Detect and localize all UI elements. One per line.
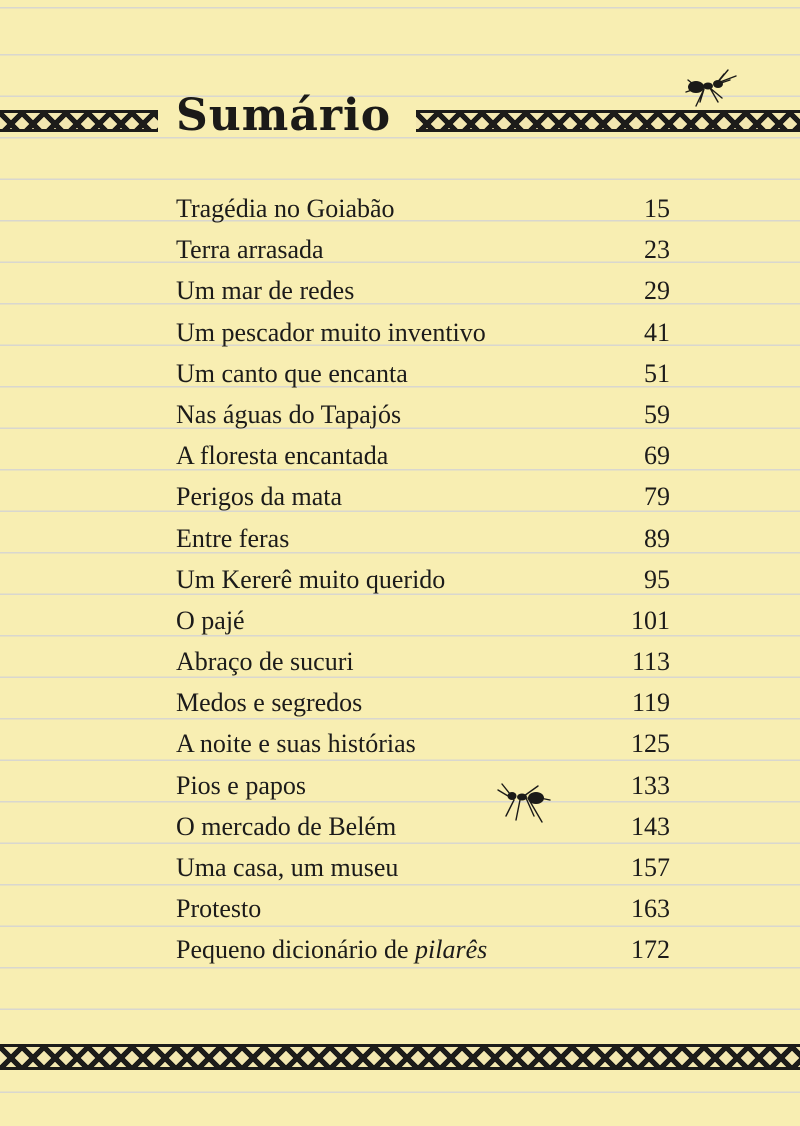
toc-entry-page: 89 [644, 523, 670, 553]
toc-entry[interactable] [176, 353, 670, 394]
toc-entry-title: Entre feras [176, 523, 290, 553]
toc-entry-title: Pios e papos [176, 770, 306, 800]
toc-entry[interactable] [176, 476, 670, 517]
toc-entry-page: 41 [644, 317, 670, 347]
table-of-contents [176, 188, 670, 971]
decorative-border-right [416, 110, 800, 132]
toc-entry-page: 157 [631, 853, 670, 882]
toc-entry-page: 163 [631, 894, 670, 924]
decorative-border-left [0, 110, 158, 132]
toc-entry-title-italic: pilarês [415, 935, 488, 965]
toc-entry-title: Um pescador muito inventivo [176, 317, 486, 347]
toc-entry-page: 113 [631, 647, 670, 677]
toc-entry-title: Um Kererê muito querido [176, 564, 446, 594]
toc-entry[interactable] [176, 312, 670, 353]
toc-entry-title: A floresta encantada [176, 441, 389, 471]
toc-entry[interactable] [176, 723, 670, 764]
toc-entry-page: 29 [644, 276, 670, 306]
toc-entry-page: 133 [631, 770, 670, 800]
toc-entry-page: 15 [644, 194, 670, 223]
toc-entry-page: 125 [631, 729, 670, 759]
toc-entry-page: 95 [644, 564, 670, 594]
toc-entry[interactable] [176, 394, 670, 435]
toc-entry-page: 59 [644, 399, 670, 429]
toc-entry[interactable] [176, 518, 670, 559]
toc-entry-title: Perigos da mata [176, 482, 343, 512]
toc-entry[interactable] [176, 929, 670, 970]
toc-entry-title: Medos e segredos [176, 688, 363, 718]
toc-entry[interactable] [176, 847, 670, 888]
toc-entry[interactable] [176, 806, 670, 847]
toc-entry-page: 23 [644, 235, 670, 265]
page-title: Sumário [176, 90, 392, 141]
toc-entry-page: 69 [644, 441, 670, 471]
toc-entry-title: Terra arrasada [176, 235, 324, 265]
ant-icon [678, 62, 740, 110]
toc-entry[interactable] [176, 188, 670, 229]
toc-entry[interactable] [176, 559, 670, 600]
toc-entry[interactable] [176, 600, 670, 641]
toc-entry-title [176, 929, 487, 970]
toc-entry-title: Um mar de redes [176, 276, 355, 306]
toc-entry-title: A noite e suas histórias [176, 729, 416, 759]
toc-entry-title: O pajé [176, 605, 245, 635]
toc-entry[interactable] [176, 270, 670, 311]
toc-entry[interactable] [176, 682, 670, 723]
toc-entry-page: 101 [631, 605, 670, 635]
toc-entry-title: Protesto [176, 894, 262, 924]
toc-entry[interactable] [176, 641, 670, 682]
toc-entry[interactable] [176, 765, 670, 806]
toc-entry-page: 51 [644, 358, 670, 388]
toc-entry-page: 172 [631, 935, 670, 965]
ant-icon [494, 776, 554, 826]
toc-entry-title-roman: Pequeno dicionário de [176, 935, 415, 965]
toc-entry-page: 119 [631, 688, 670, 718]
toc-entry-title: Uma casa, um museu [176, 853, 399, 882]
toc-entry[interactable] [176, 435, 670, 476]
toc-entry[interactable] [176, 888, 670, 929]
toc-entry-title: Um canto que encanta [176, 358, 408, 388]
toc-entry-title: Abraço de sucuri [176, 647, 354, 677]
toc-entry-title: Tragédia no Goiabão [176, 194, 395, 223]
toc-entry-title: Nas águas do Tapajós [176, 399, 402, 429]
toc-entry-title: O mercado de Belém [176, 811, 397, 841]
decorative-border-bottom [0, 1044, 800, 1070]
toc-entry-page: 79 [644, 482, 670, 512]
toc-entry[interactable] [176, 229, 670, 270]
toc-entry-page: 143 [631, 811, 670, 841]
